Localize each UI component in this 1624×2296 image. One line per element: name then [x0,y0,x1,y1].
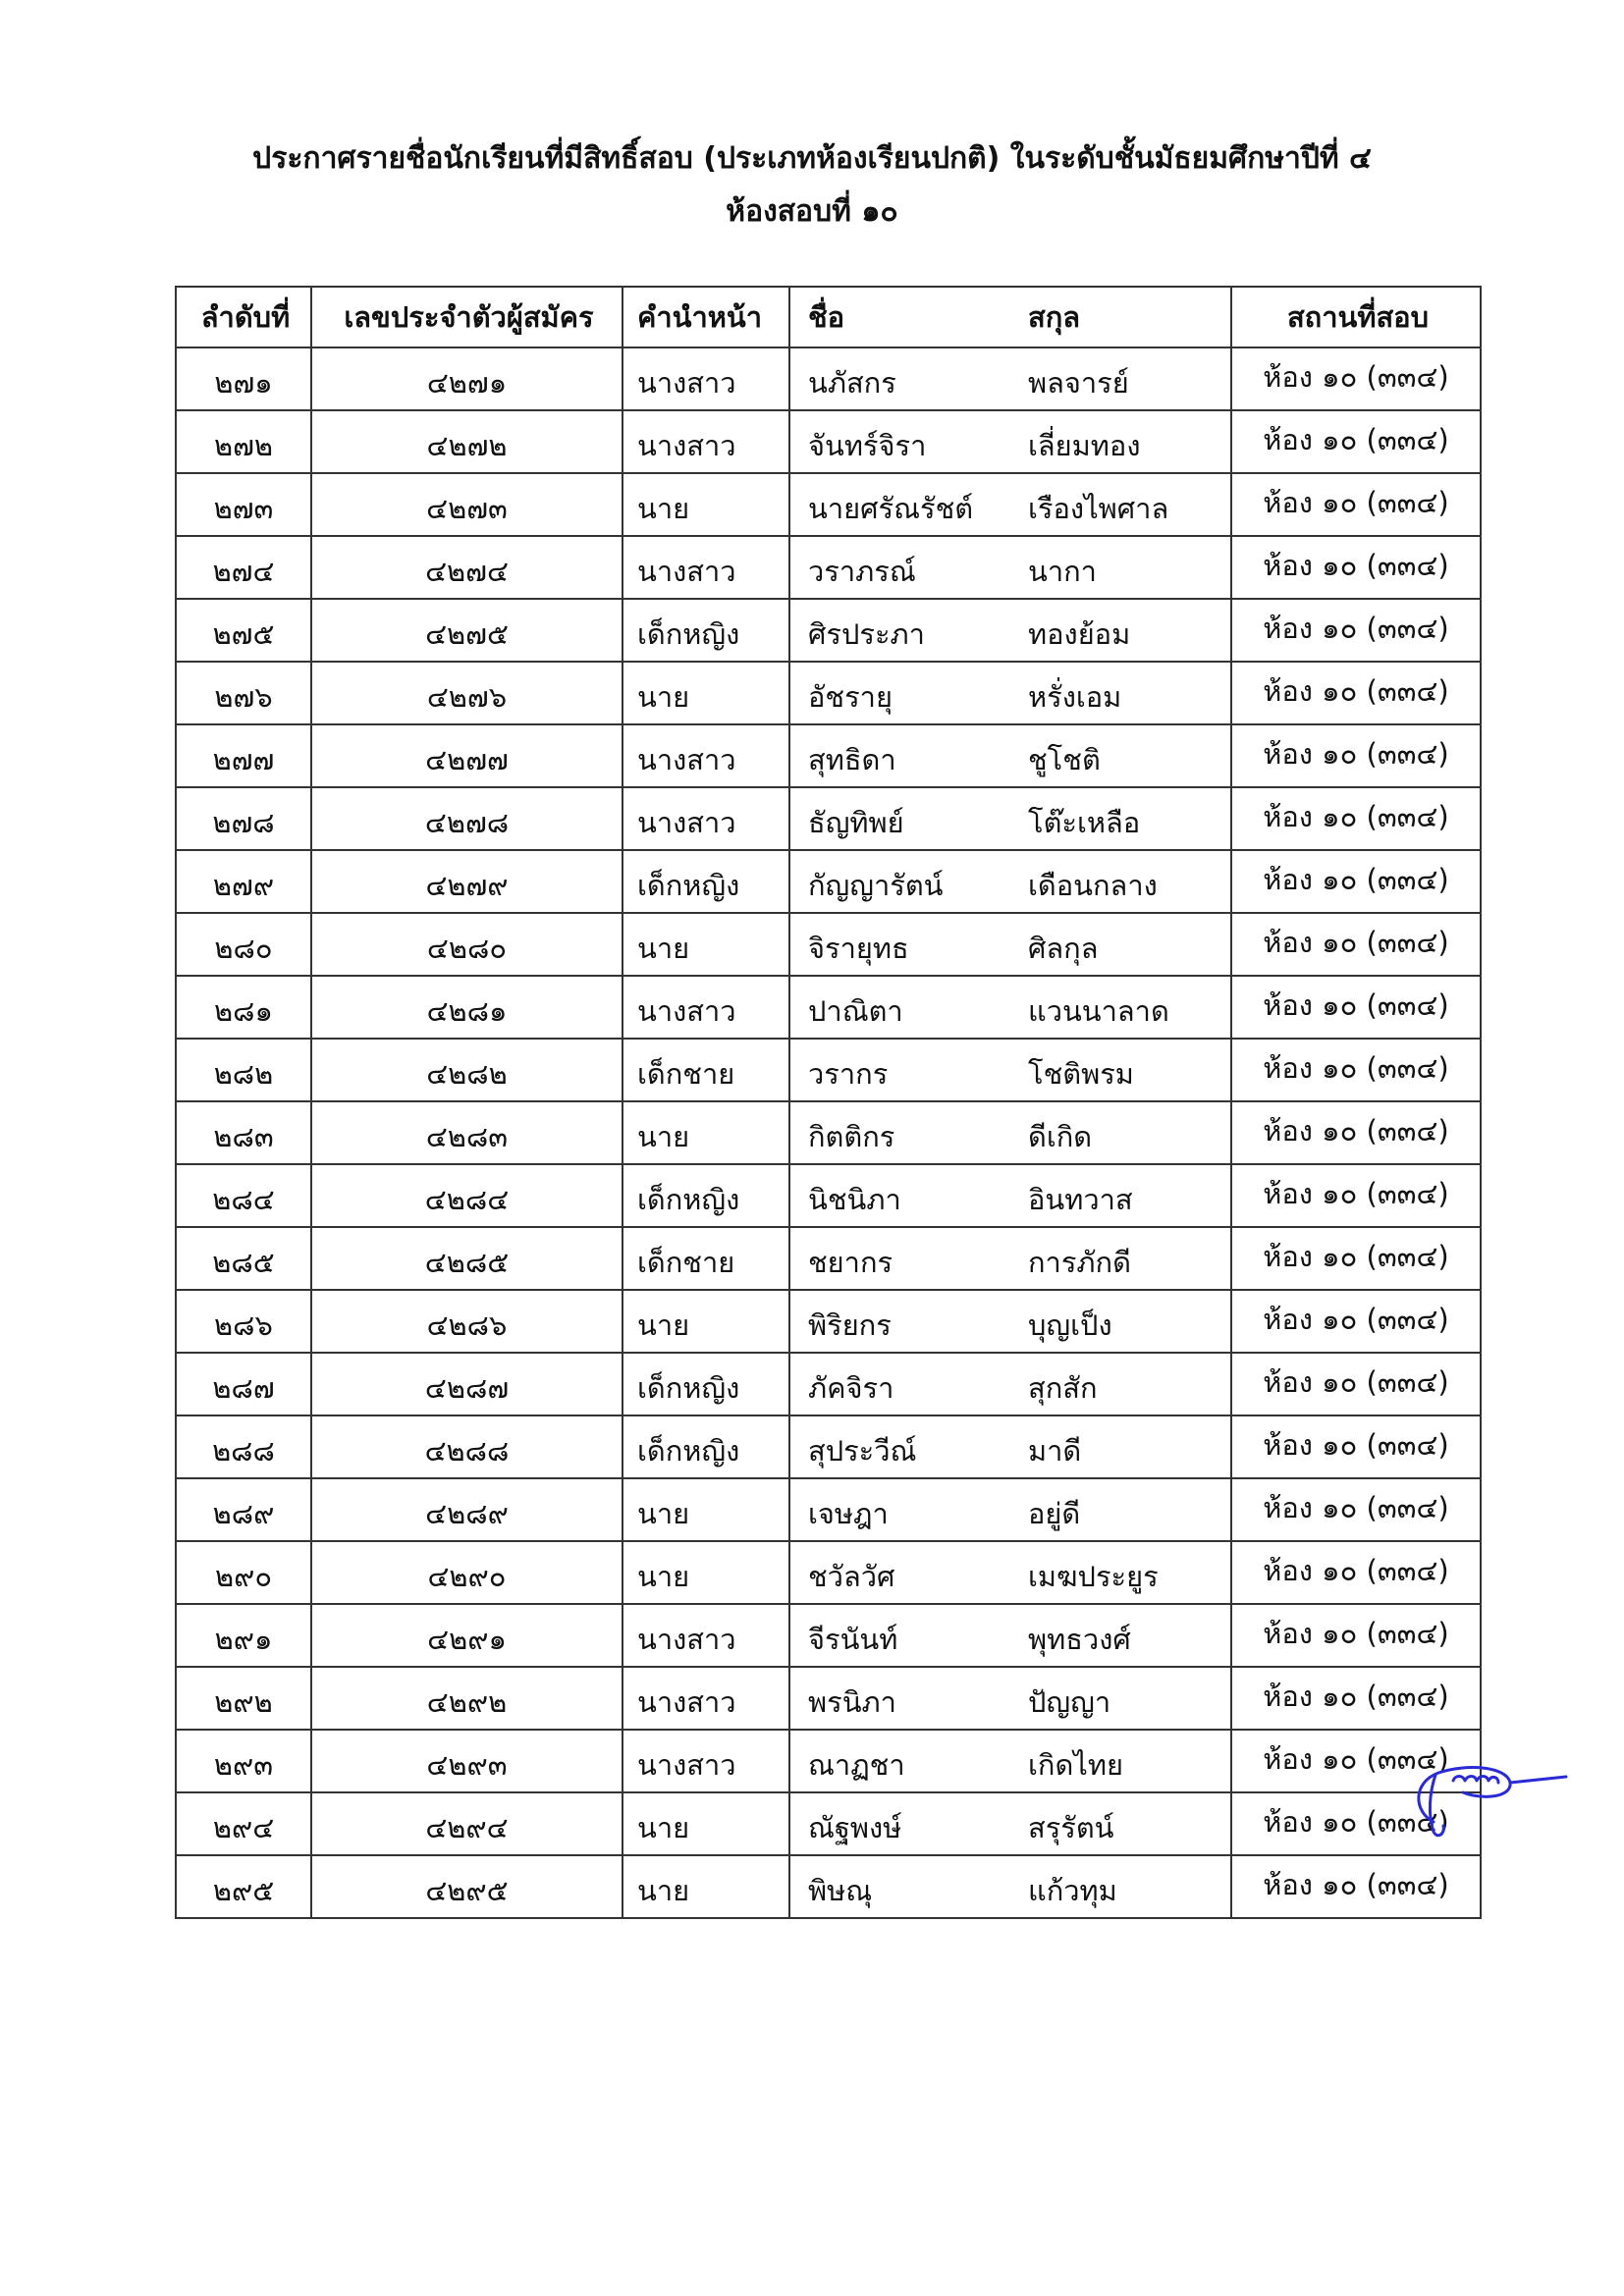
cell-applicant-id: ๔๒๙๔ [311,1792,623,1855]
table-row [176,410,1481,473]
header-first-name: ชื่อ [789,287,1010,347]
cell-last-name: ทองย้อม [1010,599,1231,662]
cell-seq: ๒๗๑ [176,347,311,410]
header-last-name: สกุล [1010,287,1231,347]
table-row [176,1730,1481,1792]
cell-last-name: การภักดี [1010,1227,1231,1290]
cell-prefix: เด็กชาย [623,1227,789,1290]
table-row [176,347,1481,410]
cell-seq: ๒๘๒ [176,1039,311,1101]
cell-applicant-id: ๔๒๘๒ [311,1039,623,1101]
cell-seq: ๒๙๕ [176,1855,311,1918]
table-row [176,1164,1481,1227]
cell-applicant-id: ๔๒๘๓ [311,1101,623,1164]
cell-last-name: เมฆประยูร [1010,1541,1231,1604]
cell-last-name: มาดี [1010,1415,1231,1478]
cell-location: ห้อง ๑๐ (๓๓๔) [1231,1290,1481,1353]
cell-seq: ๒๘๐ [176,913,311,976]
cell-prefix: นาย [623,913,789,976]
cell-location: ห้อง ๑๐ (๓๓๔) [1231,1164,1481,1227]
cell-prefix: นาย [623,1478,789,1541]
cell-first-name: ณาฏชา [789,1730,1010,1792]
cell-seq: ๒๗๕ [176,599,311,662]
cell-first-name: จิรายุทธ [789,913,1010,976]
table-row [176,787,1481,850]
cell-prefix: นางสาว [623,787,789,850]
cell-first-name: ชวัลวัศ [789,1541,1010,1604]
cell-applicant-id: ๔๒๙๐ [311,1541,623,1604]
cell-location: ห้อง ๑๐ (๓๓๔) [1231,1730,1481,1792]
cell-location: ห้อง ๑๐ (๓๓๔) [1231,347,1481,410]
table-row [176,1667,1481,1730]
cell-applicant-id: ๔๒๗๑ [311,347,623,410]
cell-seq: ๒๗๙ [176,850,311,913]
table-row [176,976,1481,1039]
cell-seq: ๒๙๓ [176,1730,311,1792]
cell-location: ห้อง ๑๐ (๓๓๔) [1231,850,1481,913]
cell-prefix: นางสาว [623,347,789,410]
table-row [176,599,1481,662]
cell-first-name: สุประวีณ์ [789,1415,1010,1478]
table-row [176,1039,1481,1101]
cell-applicant-id: ๔๒๙๕ [311,1855,623,1918]
cell-location: ห้อง ๑๐ (๓๓๔) [1231,662,1481,724]
cell-first-name: วรากร [789,1039,1010,1101]
table-row [176,1855,1481,1918]
cell-location: ห้อง ๑๐ (๓๓๔) [1231,1855,1481,1918]
cell-seq: ๒๘๘ [176,1415,311,1478]
cell-seq: ๒๘๓ [176,1101,311,1164]
cell-first-name: วราภรณ์ [789,536,1010,599]
cell-location: ห้อง ๑๐ (๓๓๔) [1231,1227,1481,1290]
exam-room-subtitle: ห้องสอบที่ ๑๐ [726,194,898,229]
cell-seq: ๒๙๒ [176,1667,311,1730]
cell-last-name: สุกสัก [1010,1353,1231,1415]
cell-location: ห้อง ๑๐ (๓๓๔) [1231,1101,1481,1164]
cell-last-name: บุญเป็ง [1010,1290,1231,1353]
cell-prefix: เด็กหญิง [623,1415,789,1478]
cell-first-name: นายศรัณรัชต์ [789,473,1010,536]
cell-prefix: เด็กหญิง [623,1353,789,1415]
table-row [176,1415,1481,1478]
cell-location: ห้อง ๑๐ (๓๓๔) [1231,1792,1481,1855]
cell-prefix: เด็กหญิง [623,599,789,662]
cell-first-name: พรนิภา [789,1667,1010,1730]
table-header-row [176,287,1481,347]
cell-last-name: แก้วทุม [1010,1855,1231,1918]
cell-prefix: นาย [623,662,789,724]
cell-last-name: สรุรัตน์ [1010,1792,1231,1855]
cell-last-name: นากา [1010,536,1231,599]
cell-prefix: นางสาว [623,536,789,599]
cell-applicant-id: ๔๒๗๘ [311,787,623,850]
cell-first-name: ภัคจิรา [789,1353,1010,1415]
cell-applicant-id: ๔๒๘๕ [311,1227,623,1290]
cell-applicant-id: ๔๒๗๔ [311,536,623,599]
cell-applicant-id: ๔๒๘๖ [311,1290,623,1353]
cell-applicant-id: ๔๒๙๑ [311,1604,623,1667]
cell-applicant-id: ๔๒๘๙ [311,1478,623,1541]
cell-last-name: พุทธวงศ์ [1010,1604,1231,1667]
cell-applicant-id: ๔๒๙๓ [311,1730,623,1792]
cell-last-name: เกิดไทย [1010,1730,1231,1792]
cell-last-name: ปัญญา [1010,1667,1231,1730]
cell-location: ห้อง ๑๐ (๓๓๔) [1231,1478,1481,1541]
cell-location: ห้อง ๑๐ (๓๓๔) [1231,1415,1481,1478]
cell-applicant-id: ๔๒๘๐ [311,913,623,976]
cell-prefix: เด็กหญิง [623,1164,789,1227]
cell-last-name: พลจารย์ [1010,347,1231,410]
cell-prefix: นาย [623,1855,789,1918]
cell-location: ห้อง ๑๐ (๓๓๔) [1231,1541,1481,1604]
table-row [176,1227,1481,1290]
cell-first-name: อัชรายุ [789,662,1010,724]
cell-prefix: นาย [623,473,789,536]
cell-last-name: แวนนาลาด [1010,976,1231,1039]
cell-prefix: นาย [623,1792,789,1855]
table-row [176,724,1481,787]
cell-prefix: นางสาว [623,976,789,1039]
cell-applicant-id: ๔๒๗๖ [311,662,623,724]
cell-applicant-id: ๔๒๙๒ [311,1667,623,1730]
cell-seq: ๒๘๙ [176,1478,311,1541]
cell-applicant-id: ๔๒๗๕ [311,599,623,662]
table-row [176,1101,1481,1164]
cell-seq: ๒๗๗ [176,724,311,787]
cell-first-name: ปาณิตา [789,976,1010,1039]
header-seq: ลำดับที่ [176,287,311,347]
cell-last-name: อยู่ดี [1010,1478,1231,1541]
cell-first-name: ชยากร [789,1227,1010,1290]
cell-seq: ๒๘๗ [176,1353,311,1415]
cell-prefix: นางสาว [623,1604,789,1667]
cell-prefix: นาย [623,1101,789,1164]
cell-location: ห้อง ๑๐ (๓๓๔) [1231,1039,1481,1101]
cell-last-name: โชติพรม [1010,1039,1231,1101]
cell-applicant-id: ๔๒๘๑ [311,976,623,1039]
cell-last-name: เลี่ยมทอง [1010,410,1231,473]
table-row [176,473,1481,536]
cell-seq: ๒๘๔ [176,1164,311,1227]
cell-applicant-id: ๔๒๗๓ [311,473,623,536]
cell-applicant-id: ๔๒๗๙ [311,850,623,913]
table-row [176,1541,1481,1604]
cell-seq: ๒๙๔ [176,1792,311,1855]
cell-first-name: กัญญารัตน์ [789,850,1010,913]
cell-seq: ๒๗๒ [176,410,311,473]
header-prefix: คำนำหน้า [623,287,789,347]
cell-seq: ๒๗๖ [176,662,311,724]
cell-location: ห้อง ๑๐ (๓๓๔) [1231,599,1481,662]
candidate-table [175,286,1482,1919]
cell-seq: ๒๘๖ [176,1290,311,1353]
cell-applicant-id: ๔๒๗๒ [311,410,623,473]
document-title: ประกาศรายชื่อนักเรียนที่มีสิทธิ์สอบ (ประเภทห้องเรียนปกติ) ในระดับชั้นมัธยมศึกษาปีที่ ๔ [252,141,1372,176]
cell-first-name: เจษฎา [789,1478,1010,1541]
cell-seq: ๒๘๑ [176,976,311,1039]
table-row [176,536,1481,599]
cell-prefix: นางสาว [623,724,789,787]
cell-applicant-id: ๔๒๘๔ [311,1164,623,1227]
cell-seq: ๒๘๕ [176,1227,311,1290]
cell-location: ห้อง ๑๐ (๓๓๔) [1231,913,1481,976]
cell-location: ห้อง ๑๐ (๓๓๔) [1231,1353,1481,1415]
cell-last-name: เรืองไพศาล [1010,473,1231,536]
cell-prefix: นางสาว [623,1730,789,1792]
cell-first-name: นภัสกร [789,347,1010,410]
cell-prefix: นาย [623,1541,789,1604]
cell-location: ห้อง ๑๐ (๓๓๔) [1231,473,1481,536]
cell-first-name: นิชนิภา [789,1164,1010,1227]
cell-seq: ๒๙๐ [176,1541,311,1604]
table-row [176,850,1481,913]
cell-first-name: จีรนันท์ [789,1604,1010,1667]
cell-first-name: พิริยกร [789,1290,1010,1353]
cell-location: ห้อง ๑๐ (๓๓๔) [1231,410,1481,473]
signature-image [1394,1753,1571,1842]
table-body [176,347,1481,1918]
header-location: สถานที่สอบ [1231,287,1481,347]
cell-location: ห้อง ๑๐ (๓๓๔) [1231,536,1481,599]
cell-last-name: หรั่งเอม [1010,662,1231,724]
cell-first-name: พิษณุ [789,1855,1010,1918]
cell-first-name: ศิรประภา [789,599,1010,662]
table-row [176,1353,1481,1415]
cell-last-name: ดีเกิด [1010,1101,1231,1164]
cell-first-name: ณัฐพงษ์ [789,1792,1010,1855]
cell-last-name: โต๊ะเหลือ [1010,787,1231,850]
cell-prefix: เด็กหญิง [623,850,789,913]
cell-applicant-id: ๔๒๗๗ [311,724,623,787]
cell-last-name: เดือนกลาง [1010,850,1231,913]
cell-seq: ๒๗๓ [176,473,311,536]
table-row [176,1478,1481,1541]
cell-first-name: จันทร์จิรา [789,410,1010,473]
cell-prefix: นางสาว [623,1667,789,1730]
cell-last-name: ศิลกุล [1010,913,1231,976]
cell-location: ห้อง ๑๐ (๓๓๔) [1231,976,1481,1039]
table-row [176,1792,1481,1855]
cell-first-name: สุทธิดา [789,724,1010,787]
cell-last-name: อินทวาส [1010,1164,1231,1227]
cell-location: ห้อง ๑๐ (๓๓๔) [1231,1667,1481,1730]
cell-applicant-id: ๔๒๘๘ [311,1415,623,1478]
table-row [176,913,1481,976]
cell-prefix: นาย [623,1290,789,1353]
table-row [176,662,1481,724]
cell-prefix: เด็กชาย [623,1039,789,1101]
cell-prefix: นางสาว [623,410,789,473]
cell-location: ห้อง ๑๐ (๓๓๔) [1231,724,1481,787]
table-row [176,1604,1481,1667]
cell-applicant-id: ๔๒๘๗ [311,1353,623,1415]
cell-location: ห้อง ๑๐ (๓๓๔) [1231,1604,1481,1667]
cell-first-name: กิตติกร [789,1101,1010,1164]
cell-seq: ๒๗๔ [176,536,311,599]
cell-seq: ๒๙๑ [176,1604,311,1667]
cell-location: ห้อง ๑๐ (๓๓๔) [1231,787,1481,850]
cell-first-name: ธัญทิพย์ [789,787,1010,850]
header-applicant-id: เลขประจำตัวผู้สมัคร [311,287,623,347]
cell-last-name: ชูโชติ [1010,724,1231,787]
table-row [176,1290,1481,1353]
cell-seq: ๒๗๘ [176,787,311,850]
